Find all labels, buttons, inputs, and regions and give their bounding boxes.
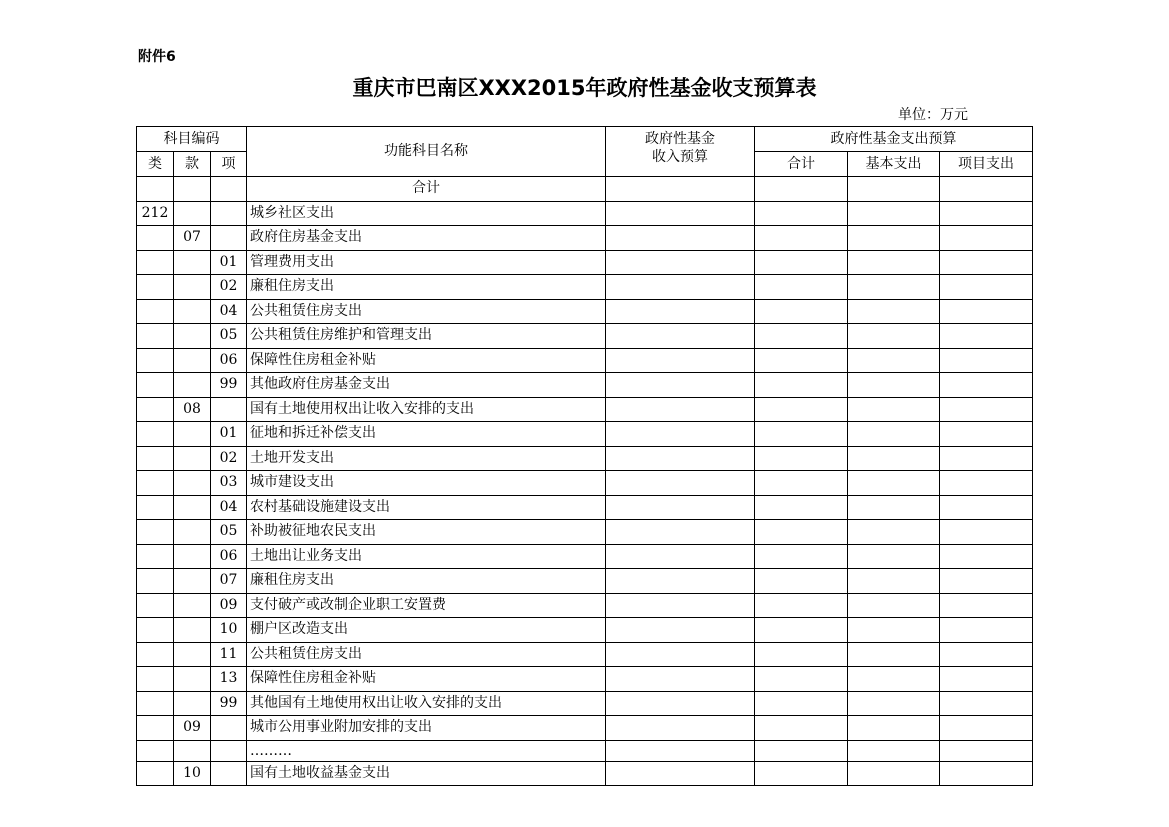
cell-exp-basic (848, 593, 940, 618)
cell-kuan (174, 299, 211, 324)
header-revenue-line: 收入预算 (652, 149, 708, 165)
cell-revenue (606, 520, 755, 545)
cell-function-name: 支付破产或改制企业职工安置费 (247, 593, 606, 618)
table-row (137, 324, 1033, 349)
cell-xiang: 10 (211, 618, 247, 643)
table-row (137, 299, 1033, 324)
cell-kuan (174, 618, 211, 643)
cell-lei (137, 446, 174, 471)
cell-kuan: 07 (174, 226, 211, 251)
cell-kuan (174, 422, 211, 447)
cell-xiang: 09 (211, 593, 247, 618)
cell-exp-basic (848, 495, 940, 520)
table-row (137, 397, 1033, 422)
total-row-label: 合计 (247, 177, 606, 202)
cell-exp-basic (848, 761, 940, 786)
cell-xiang: 05 (211, 520, 247, 545)
unit-label: 单位：万元 (898, 107, 968, 123)
cell-xiang (211, 201, 247, 226)
cell-lei (137, 716, 174, 741)
cell-revenue (606, 275, 755, 300)
cell-exp-basic (848, 740, 940, 761)
table-row (137, 226, 1033, 251)
cell-xiang: 02 (211, 446, 247, 471)
table-body (137, 201, 1033, 786)
cell-exp-project (940, 544, 1033, 569)
header-item: 项 (211, 152, 247, 177)
cell-function-name: ……… (247, 740, 606, 761)
cell-exp-project (940, 250, 1033, 275)
cell-function-name: 廉租住房支出 (247, 275, 606, 300)
cell-kuan (174, 177, 211, 202)
cell-xiang (211, 226, 247, 251)
cell-lei (137, 299, 174, 324)
cell-exp-project (940, 373, 1033, 398)
cell-function-name: 政府住房基金支出 (247, 226, 606, 251)
cell-lei (137, 593, 174, 618)
cell-exp-project (940, 471, 1033, 496)
cell-revenue (606, 618, 755, 643)
cell-kuan (174, 691, 211, 716)
cell-kuan (174, 569, 211, 594)
cell-lei (137, 691, 174, 716)
header-expenditure-group: 政府性基金支出预算 (755, 127, 1033, 152)
cell-kuan (174, 520, 211, 545)
cell-exp-total (755, 691, 848, 716)
cell-lei (137, 618, 174, 643)
cell-function-name: 城乡社区支出 (247, 201, 606, 226)
cell-revenue (606, 348, 755, 373)
cell-revenue (606, 397, 755, 422)
cell-kuan (174, 348, 211, 373)
cell-exp-project (940, 275, 1033, 300)
cell-lei (137, 495, 174, 520)
cell-xiang: 99 (211, 691, 247, 716)
cell-exp-total (755, 373, 848, 398)
cell-kuan (174, 250, 211, 275)
cell-xiang: 01 (211, 250, 247, 275)
cell-exp-total (755, 177, 848, 202)
cell-function-name: 土地出让业务支出 (247, 544, 606, 569)
cell-exp-total (755, 667, 848, 692)
cell-function-name: 公共租赁住房支出 (247, 299, 606, 324)
cell-lei (137, 667, 174, 692)
cell-exp-total (755, 471, 848, 496)
cell-kuan (174, 593, 211, 618)
cell-revenue (606, 544, 755, 569)
table-row (137, 740, 1033, 761)
cell-function-name: 国有土地使用权出让收入安排的支出 (247, 397, 606, 422)
cell-kuan (174, 471, 211, 496)
cell-kuan: 09 (174, 716, 211, 741)
cell-revenue (606, 667, 755, 692)
cell-revenue (606, 299, 755, 324)
cell-exp-project (940, 691, 1033, 716)
cell-xiang (211, 740, 247, 761)
table-row (137, 422, 1033, 447)
cell-lei (137, 422, 174, 447)
cell-exp-basic (848, 716, 940, 741)
cell-exp-total (755, 299, 848, 324)
cell-function-name: 国有土地收益基金支出 (247, 761, 606, 786)
cell-exp-project (940, 593, 1033, 618)
cell-function-name: 城市建设支出 (247, 471, 606, 496)
cell-xiang: 06 (211, 348, 247, 373)
cell-exp-project (940, 667, 1033, 692)
cell-revenue (606, 446, 755, 471)
table-row (137, 446, 1033, 471)
cell-exp-total (755, 250, 848, 275)
table-row (137, 716, 1033, 741)
cell-exp-basic (848, 226, 940, 251)
cell-lei (137, 761, 174, 786)
cell-revenue (606, 716, 755, 741)
cell-exp-total (755, 593, 848, 618)
cell-exp-basic (848, 373, 940, 398)
cell-lei (137, 642, 174, 667)
cell-kuan (174, 544, 211, 569)
cell-lei (137, 544, 174, 569)
cell-exp-total (755, 275, 848, 300)
cell-exp-total (755, 495, 848, 520)
cell-exp-basic (848, 348, 940, 373)
cell-kuan (174, 201, 211, 226)
table-row (137, 544, 1033, 569)
cell-exp-total (755, 324, 848, 349)
cell-function-name: 其他政府住房基金支出 (247, 373, 606, 398)
cell-kuan (174, 324, 211, 349)
cell-xiang: 05 (211, 324, 247, 349)
cell-lei (137, 348, 174, 373)
cell-exp-total (755, 397, 848, 422)
cell-revenue (606, 201, 755, 226)
cell-xiang (211, 397, 247, 422)
cell-xiang: 04 (211, 299, 247, 324)
cell-kuan (174, 495, 211, 520)
cell-exp-total (755, 520, 848, 545)
header-basic: 基本支出 (848, 152, 940, 177)
cell-revenue (606, 226, 755, 251)
cell-exp-total (755, 569, 848, 594)
cell-xiang: 07 (211, 569, 247, 594)
header-section: 款 (174, 152, 211, 177)
cell-xiang: 01 (211, 422, 247, 447)
cell-exp-project (940, 324, 1033, 349)
table-row (137, 250, 1033, 275)
attachment-label: 附件6 (138, 49, 176, 65)
cell-kuan (174, 642, 211, 667)
cell-kuan (174, 667, 211, 692)
cell-function-name: 土地开发支出 (247, 446, 606, 471)
cell-xiang: 04 (211, 495, 247, 520)
cell-exp-basic (848, 446, 940, 471)
cell-function-name: 城市公用事业附加安排的支出 (247, 716, 606, 741)
table-row (137, 618, 1033, 643)
cell-function-name: 棚户区改造支出 (247, 618, 606, 643)
cell-exp-basic (848, 324, 940, 349)
page-title: 重庆市巴南区XXX2015年政府性基金收支预算表 (352, 76, 817, 100)
cell-exp-basic (848, 422, 940, 447)
cell-exp-project (940, 740, 1033, 761)
header-function-name: 功能科目名称 (247, 127, 606, 177)
total-row (137, 177, 1033, 202)
cell-lei (137, 520, 174, 545)
cell-revenue (606, 250, 755, 275)
cell-revenue (606, 569, 755, 594)
cell-kuan (174, 373, 211, 398)
cell-exp-basic (848, 642, 940, 667)
cell-exp-total (755, 761, 848, 786)
cell-function-name: 保障性住房租金补贴 (247, 667, 606, 692)
cell-kuan (174, 275, 211, 300)
cell-revenue (606, 177, 755, 202)
cell-function-name: 其他国有土地使用权出让收入安排的支出 (247, 691, 606, 716)
cell-lei (137, 397, 174, 422)
cell-exp-total (755, 201, 848, 226)
table-row (137, 569, 1033, 594)
cell-exp-basic (848, 471, 940, 496)
table-row (137, 495, 1033, 520)
cell-exp-project (940, 569, 1033, 594)
cell-exp-project (940, 397, 1033, 422)
table-row (137, 201, 1033, 226)
cell-revenue (606, 495, 755, 520)
header-project: 项目支出 (940, 152, 1033, 177)
header-class: 类 (137, 152, 174, 177)
cell-function-name: 补助被征地农民支出 (247, 520, 606, 545)
cell-exp-project (940, 761, 1033, 786)
header-revenue-line: 政府性基金 (645, 131, 715, 147)
cell-exp-basic (848, 618, 940, 643)
cell-lei (137, 324, 174, 349)
cell-exp-total (755, 642, 848, 667)
cell-lei: 212 (137, 201, 174, 226)
cell-exp-total (755, 226, 848, 251)
cell-lei (137, 373, 174, 398)
cell-exp-total (755, 716, 848, 741)
cell-function-name: 农村基础设施建设支出 (247, 495, 606, 520)
cell-lei (137, 226, 174, 251)
cell-xiang (211, 761, 247, 786)
table-row (137, 520, 1033, 545)
table-row (137, 667, 1033, 692)
cell-lei (137, 275, 174, 300)
cell-exp-project (940, 422, 1033, 447)
cell-exp-total (755, 544, 848, 569)
cell-xiang: 02 (211, 275, 247, 300)
cell-exp-project (940, 226, 1033, 251)
cell-exp-total (755, 446, 848, 471)
cell-exp-project (940, 177, 1033, 202)
table-row (137, 761, 1033, 786)
cell-exp-project (940, 716, 1033, 741)
table-row (137, 373, 1033, 398)
cell-exp-total (755, 348, 848, 373)
cell-lei (137, 740, 174, 761)
cell-kuan: 08 (174, 397, 211, 422)
cell-exp-project (940, 520, 1033, 545)
cell-exp-project (940, 348, 1033, 373)
cell-revenue (606, 422, 755, 447)
cell-exp-basic (848, 667, 940, 692)
cell-lei (137, 177, 174, 202)
cell-exp-basic (848, 250, 940, 275)
cell-exp-project (940, 446, 1033, 471)
cell-revenue (606, 761, 755, 786)
cell-exp-basic (848, 275, 940, 300)
cell-exp-total (755, 618, 848, 643)
cell-xiang: 06 (211, 544, 247, 569)
cell-exp-basic (848, 544, 940, 569)
cell-exp-total (755, 740, 848, 761)
budget-table (136, 126, 1033, 786)
table-row (137, 691, 1033, 716)
cell-exp-project (940, 201, 1033, 226)
cell-exp-basic (848, 397, 940, 422)
table-row (137, 642, 1033, 667)
cell-function-name: 公共租赁住房维护和管理支出 (247, 324, 606, 349)
cell-function-name: 廉租住房支出 (247, 569, 606, 594)
cell-lei (137, 471, 174, 496)
header-code-group: 科目编码 (137, 127, 247, 152)
cell-xiang: 03 (211, 471, 247, 496)
cell-kuan (174, 446, 211, 471)
cell-revenue (606, 471, 755, 496)
cell-function-name: 征地和拆迁补偿支出 (247, 422, 606, 447)
cell-exp-basic (848, 177, 940, 202)
cell-xiang: 11 (211, 642, 247, 667)
cell-exp-project (940, 299, 1033, 324)
table-header (137, 127, 1033, 202)
cell-lei (137, 250, 174, 275)
cell-function-name: 管理费用支出 (247, 250, 606, 275)
cell-exp-basic (848, 299, 940, 324)
cell-revenue (606, 740, 755, 761)
cell-lei (137, 569, 174, 594)
cell-xiang (211, 177, 247, 202)
table-row (137, 275, 1033, 300)
cell-exp-basic (848, 520, 940, 545)
cell-revenue (606, 373, 755, 398)
table-row (137, 471, 1033, 496)
cell-exp-basic (848, 569, 940, 594)
header-revenue (606, 127, 755, 177)
cell-revenue (606, 324, 755, 349)
cell-exp-project (940, 495, 1033, 520)
cell-kuan (174, 740, 211, 761)
cell-kuan: 10 (174, 761, 211, 786)
cell-exp-basic (848, 691, 940, 716)
cell-xiang: 13 (211, 667, 247, 692)
header-total: 合计 (755, 152, 848, 177)
cell-exp-project (940, 642, 1033, 667)
cell-revenue (606, 593, 755, 618)
table-row (137, 348, 1033, 373)
table-row (137, 593, 1033, 618)
cell-function-name: 公共租赁住房支出 (247, 642, 606, 667)
cell-revenue (606, 642, 755, 667)
cell-function-name: 保障性住房租金补贴 (247, 348, 606, 373)
cell-xiang: 99 (211, 373, 247, 398)
cell-exp-basic (848, 201, 940, 226)
cell-xiang (211, 716, 247, 741)
cell-exp-total (755, 422, 848, 447)
cell-exp-project (940, 618, 1033, 643)
cell-revenue (606, 691, 755, 716)
